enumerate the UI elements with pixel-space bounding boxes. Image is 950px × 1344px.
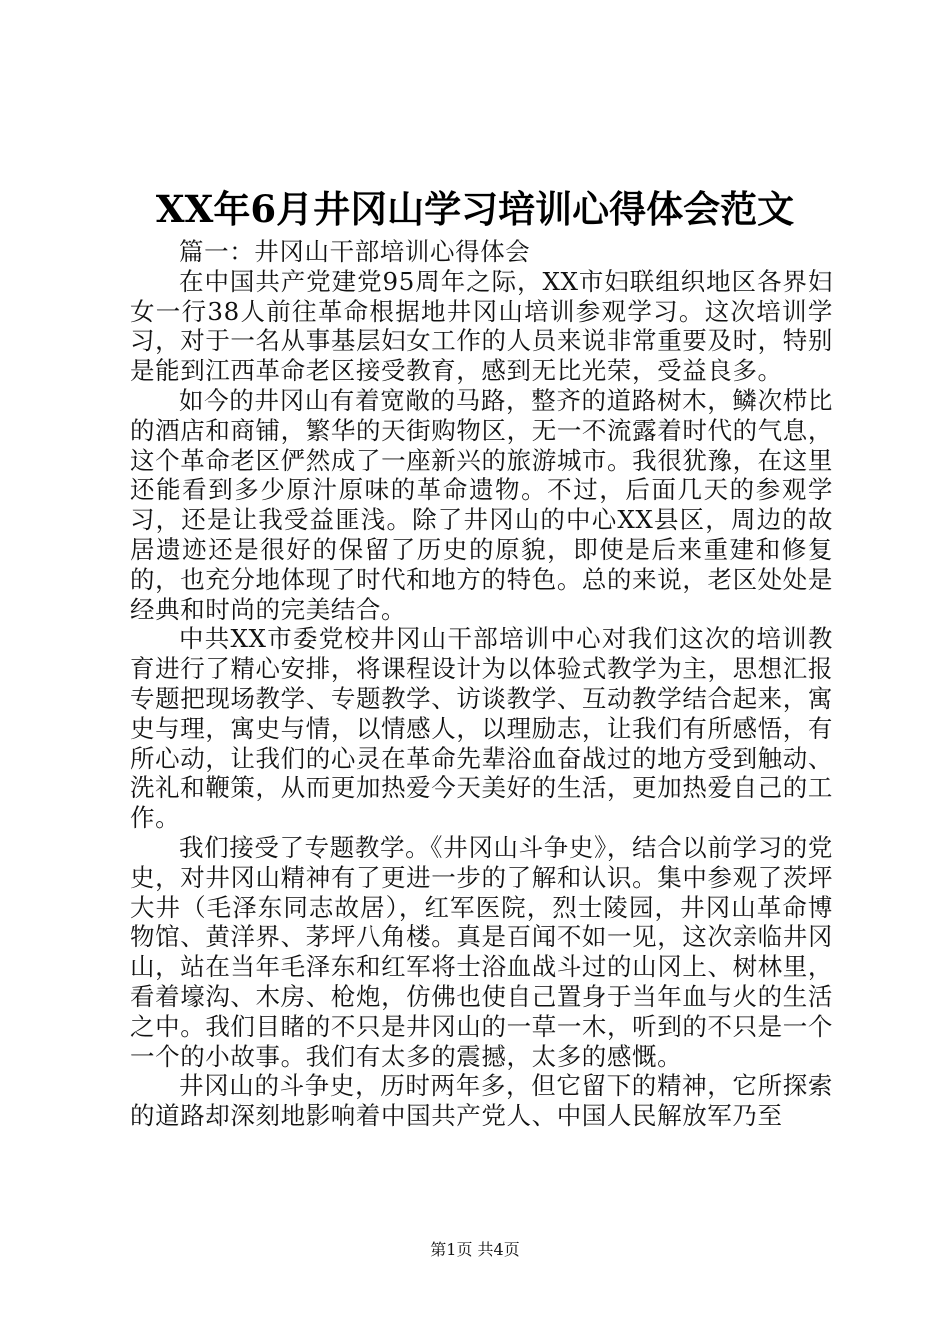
paragraph: 如今的井冈山有着宽敞的马路，整齐的道路树木，鳞次栉比的酒店和商铺，繁华的天街购物区，无一不流露着时代的气息，这个革命老区俨然成了一座新兴的旅游城市。我很犹豫，在这里还能看到多少原汁原味的革命遗物。不过，后面几天的参观学习，还是让我受益匪浅。除了井冈山的中心XX县区，周边的故居遗迹还是很好的保留了历史的原貌，即使是后来重建和修复的，也充分地体现了时代和地方的特色。总的来说，老区处处是经典和时尚的完美结合。 [130,385,833,624]
paragraph: 井冈山的斗争史，历时两年多，但它留下的精神，它所探索的道路却深刻地影响着中国共产党人、中国人民解放军乃至 [130,1071,833,1131]
document-body [130,237,833,1131]
paragraph: 我们接受了专题教学。《井冈山斗争史》，结合以前学习的党史，对井冈山精神有了更进一步的了解和认识。集中参观了茨坪大井（毛泽东同志故居），红军医院，烈士陵园，井冈山革命博物馆、黄洋界、茅坪八角楼。真是百闻不如一见，这次亲临井冈山，站在当年毛泽东和红军将士浴血战斗过的山冈上、树林里，看着壕沟、木房、枪炮，仿佛也使自己置身于当年血与火的生活之中。我们目睹的不只是井冈山的一草一木，听到的不只是一个一个的小故事。我们有太多的震撼，太多的感慨。 [130,832,833,1071]
page-number-footer: 第1页 共4页 [430,1240,520,1259]
paragraph: 在中国共产党建党95周年之际，XX市妇联组织地区各界妇女一行38人前往革命根据地井冈山培训参观学习。这次培训学习，对于一名从事基层妇女工作的人员来说非常重要及时，特别是能到江西革命老区接受教育，感到无比光荣，受益良多。 [130,266,833,386]
paragraph-heading: 篇一：井冈山干部培训心得体会 [179,237,531,266]
paragraph: 中共XX市委党校井冈山干部培训中心对我们这次的培训教育进行了精心安排，将课程设计为以体验式教学为主，思想汇报专题把现场教学、专题教学、访谈教学、互动教学结合起来，寓史与理，寓史与情，以情感人，以理励志，让我们有所感悟，有所心动，让我们的心灵在革命先辈浴血奋战过的地方受到触动、洗礼和鞭策，从而更加热爱今天美好的生活，更加热爱自己的工作。 [130,624,833,833]
document-title: XX年6月井冈山学习培训心得体会范文 [155,187,795,231]
